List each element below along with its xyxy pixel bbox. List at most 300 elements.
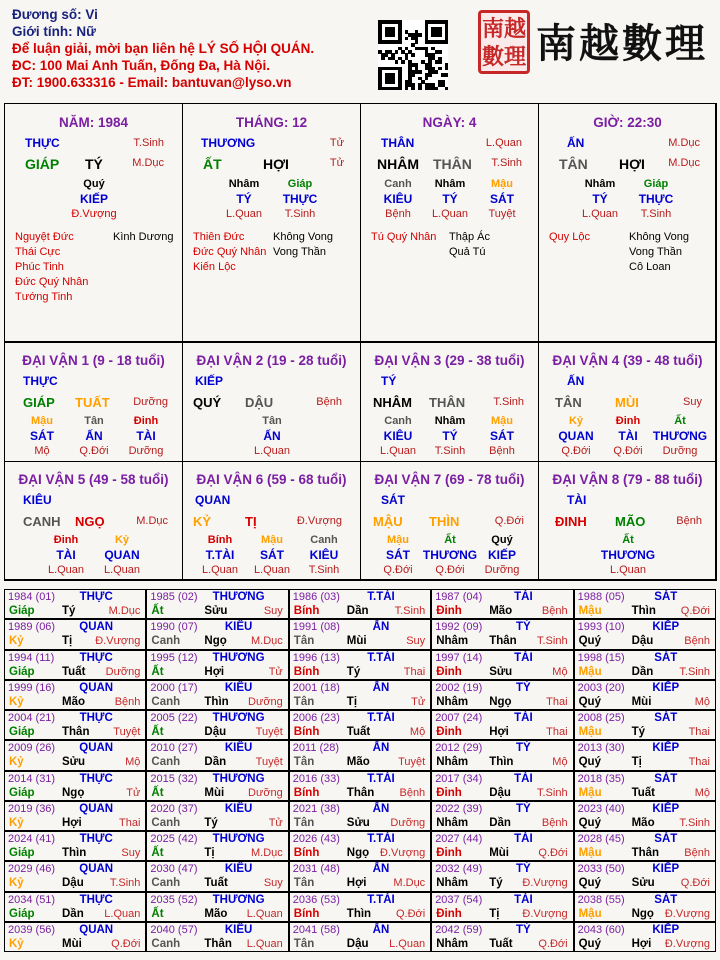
- year-star: THỰC: [79, 712, 113, 724]
- hidden-state: Bệnh: [385, 208, 411, 220]
- year-label: 2022 (39): [435, 802, 483, 815]
- dai-van-7: [360, 461, 539, 581]
- hidden-state: Q.Đới: [613, 445, 643, 457]
- year-cell: [431, 710, 573, 740]
- year-star: QUAN: [79, 742, 114, 755]
- year-can: Tân: [293, 877, 315, 890]
- thien-can: NHÂM: [377, 156, 419, 172]
- gioi-tinh: Giới tính: Nữ: [12, 24, 96, 39]
- year-label: 2032 (49): [435, 863, 483, 876]
- year-label: 2021 (38): [292, 802, 340, 815]
- year-cell: [574, 892, 716, 922]
- year-chi: Thân: [204, 937, 232, 950]
- hidden-star: ẤN: [263, 429, 281, 443]
- year-state: Bệnh: [541, 605, 568, 617]
- year-star: TÝ: [516, 742, 531, 755]
- year-state: Suy: [263, 605, 283, 617]
- year-chi: Mùi: [346, 635, 367, 648]
- dai-van-chi: NGỌ: [75, 514, 105, 529]
- year-cell: [146, 619, 288, 649]
- year-chi: Mão: [489, 605, 513, 617]
- year-state: Bệnh: [541, 816, 568, 829]
- dai-van-title: ĐẠI VẬN 4 (39 - 48 tuổi): [552, 353, 703, 368]
- dai-van-chi: THÂN: [429, 395, 466, 410]
- than-sat-left: Kiến Lộc: [193, 261, 236, 273]
- year-can: Đinh: [436, 605, 462, 617]
- year-can: Ất: [151, 726, 164, 738]
- year-can: Quý: [578, 756, 601, 769]
- year-state: T.Sinh: [537, 635, 568, 648]
- year-state: L.Quan: [104, 907, 141, 920]
- year-label: 2027 (44): [435, 833, 483, 845]
- year-star: T.TÀI: [367, 893, 395, 906]
- year-chi: Dần: [489, 816, 511, 829]
- year-chi: Tý: [346, 665, 361, 678]
- year-can: Kỷ: [9, 695, 24, 708]
- dai-van-state: T.Sinh: [493, 396, 524, 408]
- year-cell: [289, 861, 431, 891]
- dai-van-chi: MÙI: [615, 395, 639, 410]
- year-label: 2026 (43): [292, 833, 340, 845]
- year-label: 2034 (51): [8, 893, 56, 906]
- chart-grid: [4, 103, 716, 580]
- hidden-state: Q.Đới: [561, 445, 591, 457]
- year-star: TÀI: [514, 772, 533, 785]
- year-cell: [431, 740, 573, 770]
- year-can: Nhâm: [436, 635, 469, 648]
- year-chi: Dậu: [62, 877, 84, 890]
- hidden-star: TÝ: [442, 192, 458, 206]
- year-label: 2031 (48): [292, 863, 340, 876]
- year-star: ẤN: [372, 621, 390, 634]
- year-cell: [431, 801, 573, 831]
- year-label: 2014 (31): [8, 772, 56, 785]
- year-chi: Dậu: [204, 726, 227, 738]
- dai-van-title: ĐẠI VẬN 8 (79 - 88 tuổi): [552, 472, 703, 487]
- dai-van-title: ĐẠI VẬN 5 (49 - 58 tuổi): [18, 472, 169, 487]
- year-cell: [4, 831, 146, 861]
- year-cell: [574, 710, 716, 740]
- year-state: Thai: [546, 695, 568, 708]
- year-label: 2013 (30): [577, 742, 625, 755]
- year-cell: [146, 861, 288, 891]
- hidden-state: L.Quan: [609, 564, 647, 576]
- hidden-can: Giáp: [643, 178, 669, 190]
- hidden-star: SÁT: [30, 429, 54, 443]
- year-star: THƯƠNG: [212, 651, 265, 664]
- year-table: [4, 589, 716, 952]
- dai-van-can: GIÁP: [23, 395, 55, 410]
- year-star: T.TÀI: [367, 772, 395, 785]
- year-can: Giáp: [9, 786, 35, 799]
- year-chi: Sửu: [346, 816, 370, 829]
- year-label: 2040 (57): [150, 923, 198, 936]
- year-can: Giáp: [9, 726, 35, 738]
- dai-van-6: [182, 461, 361, 581]
- qr-code-icon[interactable]: [378, 20, 448, 90]
- hidden-state: T.Sinh: [308, 564, 340, 576]
- year-label: 2023 (40): [577, 802, 625, 815]
- top-star: THÂN: [381, 136, 415, 150]
- hidden-state: Q.Đới: [383, 564, 413, 576]
- chi-state: Tử: [329, 157, 344, 169]
- year-star: THỰC: [79, 893, 113, 906]
- than-sat-left: Tú Quý Nhân: [371, 231, 437, 243]
- year-can: Tân: [293, 695, 315, 708]
- hidden-star: TÝ: [592, 192, 608, 206]
- than-sat-left: Đức Quý Nhân: [193, 246, 267, 258]
- year-star: THỰC: [79, 651, 113, 664]
- dai-van-2: [182, 342, 361, 462]
- year-state: Q.Đới: [680, 605, 710, 617]
- dai-van-star: TÀI: [567, 493, 587, 507]
- hidden-can: Nhâm: [434, 415, 466, 427]
- hidden-state: T.Sinh: [284, 208, 316, 220]
- year-state: T.Sinh: [109, 877, 141, 890]
- year-star: KIẾP: [652, 863, 680, 876]
- year-label: 2006 (23): [292, 712, 340, 724]
- year-label: 1996 (13): [292, 651, 340, 664]
- year-chi: Thân: [489, 635, 517, 648]
- year-label: 2003 (20): [577, 681, 625, 694]
- year-can: Ất: [151, 847, 164, 859]
- dai-van-chi: MÃO: [615, 514, 646, 529]
- dia-chi: TÝ: [85, 156, 103, 172]
- dai-van-title: ĐẠI VẬN 7 (69 - 78 tuổi): [374, 472, 525, 487]
- year-label: 2024 (41): [8, 833, 56, 845]
- year-chi: Ngọ: [346, 847, 370, 859]
- year-chi: Thìn: [62, 847, 87, 859]
- hidden-star: TÀI: [136, 429, 156, 443]
- dai-van-chi: TUẤT: [75, 395, 110, 410]
- year-star: KIÊU: [224, 802, 253, 815]
- year-cell: [146, 650, 288, 680]
- year-cell: [4, 680, 146, 710]
- year-chi: Tý: [489, 877, 503, 890]
- year-state: Bệnh: [684, 847, 710, 859]
- year-star: THƯƠNG: [212, 591, 265, 603]
- year-state: Suy: [406, 635, 426, 648]
- year-cell: [289, 892, 431, 922]
- year-can: Đinh: [436, 665, 462, 678]
- year-cell: [574, 619, 716, 649]
- dai-van-star: QUAN: [195, 493, 231, 507]
- year-label: 2020 (37): [150, 802, 198, 815]
- dai-van-can: TÂN: [555, 395, 582, 410]
- year-state: Thai: [403, 665, 426, 678]
- hidden-state: Đ.Vượng: [71, 208, 117, 220]
- year-star: TÀI: [514, 833, 533, 845]
- year-chi: Dậu: [631, 635, 654, 648]
- year-chi: Hợi: [62, 816, 82, 829]
- year-label: 2042 (59): [435, 923, 483, 936]
- year-cell: [289, 801, 431, 831]
- year-label: 2010 (27): [150, 742, 198, 755]
- year-can: Tân: [293, 756, 315, 769]
- year-state: Tuyệt: [255, 756, 283, 769]
- year-can: Giáp: [9, 665, 35, 678]
- hidden-state: Mộ: [34, 445, 50, 457]
- year-label: 1987 (04): [435, 591, 483, 603]
- dia-chi: THÂN: [433, 156, 472, 172]
- year-label: 2016 (33): [292, 772, 340, 785]
- year-state: Mộ: [409, 726, 426, 738]
- year-state: Mộ: [552, 756, 568, 769]
- year-state: Q.Đới: [680, 877, 710, 890]
- pillar-1: [4, 103, 183, 342]
- year-cell: [289, 589, 431, 619]
- year-chi: Ngọ: [631, 907, 654, 920]
- hidden-star: THỰC: [282, 192, 318, 206]
- year-label: 2011 (28): [292, 742, 340, 755]
- dai-van-state: Bệnh: [676, 515, 702, 527]
- year-can: Nhâm: [436, 877, 469, 890]
- year-can: Nhâm: [436, 756, 469, 769]
- year-chi: Dần: [204, 756, 227, 769]
- year-chi: Hợi: [489, 726, 509, 738]
- year-star: TÀI: [514, 893, 533, 906]
- year-cell: [574, 650, 716, 680]
- year-star: KIẾP: [652, 681, 680, 694]
- year-star: TÀI: [514, 651, 533, 664]
- year-star: KIÊU: [224, 681, 253, 694]
- hidden-can: Nhâm: [434, 178, 466, 190]
- year-star: KIÊU: [224, 742, 253, 755]
- year-star: TÝ: [516, 681, 531, 694]
- year-cell: [289, 650, 431, 680]
- hidden-can: Canh: [384, 415, 412, 427]
- hidden-can: Ất: [674, 415, 686, 427]
- year-can: Nhâm: [436, 695, 469, 708]
- year-cell: [574, 861, 716, 891]
- year-label: 2043 (60): [577, 923, 625, 936]
- year-state: Thai: [546, 726, 568, 738]
- than-sat-left: Thái Cực: [15, 246, 61, 258]
- hidden-star: T.TÀI: [205, 548, 235, 562]
- hidden-can: Quý: [491, 534, 513, 546]
- year-cell: [4, 861, 146, 891]
- year-chi: Tuất: [62, 665, 86, 678]
- top-star: ẤN: [567, 136, 585, 150]
- dai-van-can: QUÝ: [193, 395, 222, 410]
- year-label: 2002 (19): [435, 681, 483, 694]
- year-label: 1999 (16): [8, 681, 56, 694]
- dai-van-5: [4, 461, 183, 581]
- year-chi: Thân: [62, 726, 90, 738]
- hidden-state: Tuyệt: [488, 208, 516, 220]
- year-state: Dưỡng: [248, 786, 283, 799]
- year-chi: Tị: [346, 695, 358, 708]
- pillar-title: NĂM: 1984: [58, 115, 129, 130]
- year-state: Đ.Vượng: [95, 635, 141, 648]
- year-cell: [431, 771, 573, 801]
- year-chi: Dần: [346, 605, 369, 617]
- year-cell: [289, 740, 431, 770]
- year-can: Bính: [293, 847, 320, 859]
- year-cell: [146, 740, 288, 770]
- year-cell: [146, 710, 288, 740]
- year-can: Quý: [578, 816, 601, 829]
- year-state: Tuyệt: [398, 756, 426, 769]
- year-cell: [431, 831, 573, 861]
- hidden-star: KIẾP: [487, 548, 516, 562]
- hidden-can: Đinh: [133, 415, 159, 427]
- year-star: ẤN: [372, 863, 390, 876]
- year-chi: Tuất: [489, 937, 513, 950]
- year-state: Bệnh: [684, 635, 710, 648]
- hidden-star: TÀI: [56, 548, 76, 562]
- dai-van-can: NHÂM: [373, 395, 412, 410]
- hidden-star: TÝ: [236, 192, 252, 206]
- pillar-title: GIỜ: 22:30: [593, 115, 662, 130]
- than-sat-right: Cô Loan: [629, 261, 671, 273]
- year-chi: Thìn: [204, 695, 229, 708]
- year-label: 1984 (01): [8, 591, 56, 603]
- year-state: Bệnh: [399, 786, 426, 799]
- year-chi: Mùi: [204, 786, 225, 799]
- dai-van-can: CANH: [23, 514, 61, 529]
- dai-van-state: Suy: [683, 396, 702, 408]
- than-sat-right: Không Vong: [629, 231, 689, 243]
- hidden-star: TÀI: [618, 429, 638, 443]
- than-sat-left: Thiên Đức: [193, 231, 245, 243]
- year-can: Mậu: [578, 726, 602, 738]
- year-can: Quý: [578, 695, 601, 708]
- year-can: Giáp: [9, 605, 35, 617]
- year-label: 2041 (58): [292, 923, 340, 936]
- year-state: M.Dục: [251, 635, 283, 648]
- year-label: 2004 (21): [8, 712, 56, 724]
- year-label: 2015 (32): [150, 772, 198, 785]
- year-cell: [289, 619, 431, 649]
- year-state: Đ.Vượng: [664, 937, 710, 950]
- than-sat-left: Quy Lộc: [549, 231, 590, 243]
- top-star: THỰC: [25, 136, 60, 150]
- dia-chi: HỢI: [263, 156, 289, 172]
- hidden-star: QUAN: [558, 429, 594, 443]
- year-star: TÝ: [516, 621, 531, 634]
- hidden-star: THƯƠNG: [600, 548, 656, 562]
- year-chi: Tý: [631, 726, 646, 738]
- year-chi: Mùi: [62, 937, 82, 950]
- year-cell: [574, 831, 716, 861]
- year-chi: Mùi: [631, 695, 652, 708]
- year-cell: [4, 801, 146, 831]
- year-state: T.Sinh: [679, 665, 710, 678]
- pillar-3: [360, 103, 539, 342]
- hidden-state: L.Quan: [103, 564, 141, 576]
- dai-van-state: Bệnh: [316, 396, 342, 408]
- hidden-can: Kỷ: [568, 415, 584, 427]
- hidden-state: L.Quan: [581, 208, 619, 220]
- dai-van-star: TÝ: [381, 374, 397, 388]
- year-cell: [289, 710, 431, 740]
- year-can: Mậu: [578, 907, 602, 920]
- year-can: Giáp: [9, 847, 35, 859]
- year-star: QUAN: [79, 621, 114, 634]
- hidden-can: Nhâm: [584, 178, 616, 190]
- year-star: T.TÀI: [367, 591, 395, 603]
- year-state: Q.Đới: [538, 847, 568, 859]
- year-can: Canh: [151, 937, 181, 950]
- year-can: Quý: [578, 937, 601, 950]
- year-can: Đinh: [436, 726, 462, 738]
- year-state: Mộ: [552, 665, 568, 678]
- year-chi: Hợi: [631, 937, 652, 950]
- hidden-can: Đinh: [615, 415, 641, 427]
- hidden-star: THƯƠNG: [652, 429, 708, 443]
- year-cell: [4, 892, 146, 922]
- dai-van-star: THỰC: [23, 374, 58, 388]
- year-label: 1985 (02): [150, 591, 198, 603]
- year-star: KIÊU: [224, 621, 253, 634]
- year-chi: Dậu: [346, 937, 369, 950]
- year-state: Q.Đới: [395, 907, 426, 920]
- dai-van-can: KỶ: [193, 514, 212, 529]
- year-state: Dưỡng: [390, 816, 426, 829]
- top-star-state: Tử: [329, 137, 344, 149]
- year-chi: Mão: [204, 907, 228, 920]
- year-can: Bính: [293, 907, 320, 920]
- than-sat-right: Vong Thần: [273, 246, 327, 258]
- year-chi: Sửu: [631, 877, 655, 890]
- year-star: QUAN: [79, 863, 114, 876]
- year-can: Canh: [151, 635, 181, 648]
- year-chi: Tuất: [204, 877, 228, 890]
- hidden-star: KIÊU: [383, 429, 413, 443]
- hidden-state: T.Sinh: [434, 445, 466, 457]
- hidden-state: Bệnh: [489, 445, 515, 457]
- year-state: Suy: [263, 877, 283, 890]
- year-label: 2037 (54): [435, 893, 483, 906]
- year-label: 2001 (18): [292, 681, 340, 694]
- year-can: Đinh: [436, 907, 462, 920]
- year-star: SÁT: [654, 893, 678, 906]
- year-cell: [431, 892, 573, 922]
- year-label: 2000 (17): [150, 681, 198, 694]
- dai-van-3: [360, 342, 539, 462]
- dai-van-state: M.Dục: [136, 515, 168, 527]
- year-can: Quý: [578, 877, 601, 890]
- year-cell: [146, 680, 288, 710]
- year-label: 1992 (09): [435, 621, 483, 634]
- hidden-can: Quý: [83, 178, 105, 190]
- year-label: 2012 (29): [435, 742, 483, 755]
- dai-van-star: KIẾP: [195, 374, 224, 388]
- hidden-star: THỰC: [638, 192, 674, 206]
- year-cell: [146, 892, 288, 922]
- year-star: ẤN: [372, 923, 390, 936]
- year-label: 1994 (11): [8, 651, 55, 664]
- year-cell: [4, 619, 146, 649]
- year-star: QUAN: [79, 681, 114, 694]
- duong-so: Đương số: Vi: [12, 7, 98, 22]
- year-chi: Tị: [489, 907, 500, 920]
- hidden-state: L.Quan: [379, 445, 417, 457]
- hidden-star: KIÊU: [383, 192, 413, 206]
- year-chi: Ngọ: [62, 786, 85, 799]
- hidden-can: Mậu: [387, 534, 409, 546]
- year-label: 1998 (15): [577, 651, 625, 664]
- year-can: Ất: [151, 665, 164, 678]
- year-can: Ất: [151, 786, 164, 799]
- logo-text: 南越數理: [536, 20, 708, 67]
- hidden-can: Giáp: [287, 178, 313, 190]
- year-label: 2007 (24): [435, 712, 483, 724]
- hidden-can: Tân: [262, 415, 282, 427]
- year-can: Bính: [293, 605, 320, 617]
- year-can: Tân: [293, 937, 315, 950]
